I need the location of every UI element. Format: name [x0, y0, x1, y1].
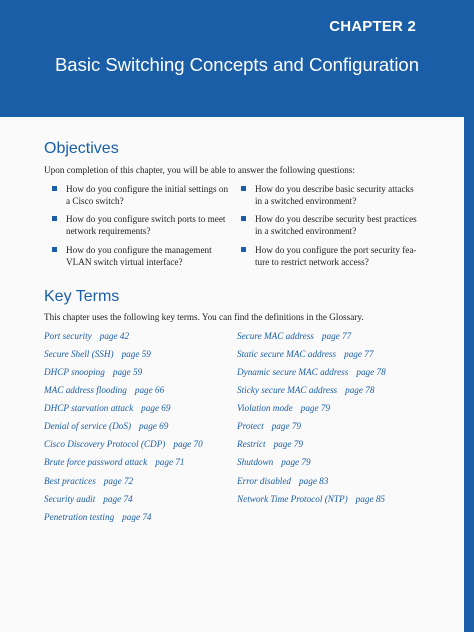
key-term-name: Security audit: [44, 494, 96, 504]
key-term-name: Penetration testing: [44, 512, 115, 522]
key-term-page: page 78: [345, 385, 375, 395]
chapter-title: Basic Switching Concepts and Configuration: [54, 54, 420, 75]
key-term: [44, 385, 164, 395]
key-term-page: page 77: [344, 349, 374, 359]
key-term-name: Port security: [44, 331, 92, 341]
key-term-name: MAC address flooding: [44, 385, 127, 395]
key-term: [44, 349, 151, 359]
key-term-page: page 69: [139, 421, 169, 431]
key-term-name: DHCP snooping: [44, 367, 105, 377]
key-term: [237, 349, 373, 359]
key-term-name: Denial of service (DoS): [44, 421, 131, 431]
key-term: [44, 439, 203, 449]
key-term: [44, 457, 185, 467]
chapter-label: CHAPTER 2: [329, 18, 416, 35]
objectives-heading: Objectives: [44, 140, 119, 157]
bullet-square-icon: [241, 186, 246, 191]
objective-item: [241, 244, 435, 268]
key-term-name: DHCP starvation attack: [44, 403, 134, 413]
bullet-square-icon: [241, 247, 246, 252]
key-term-name: Cisco Discovery Protocol (CDP): [44, 439, 166, 449]
key-term: [44, 494, 133, 504]
key-term-page: page 70: [173, 439, 203, 449]
key-term-page: page 66: [134, 385, 165, 395]
key-term: [237, 476, 328, 486]
key-term-name: Restrict: [237, 439, 266, 449]
key-term: [237, 439, 303, 449]
key-term-page: page 72: [103, 476, 134, 486]
key-term: [237, 494, 385, 504]
key-term-page: page 77: [321, 331, 352, 341]
key-term: [44, 512, 152, 522]
key-term: [44, 331, 129, 341]
objectives-intro: Upon completion of this chapter, you will be able to answer the following questions:: [44, 165, 355, 175]
key-term: [44, 403, 171, 413]
page-edge-rule: [464, 117, 474, 632]
key-term-name: Sticky secure MAC address: [237, 385, 338, 395]
key-term-page: page 79: [273, 439, 303, 449]
key-term-page: page 71: [155, 457, 185, 467]
key-term-page: page 79: [271, 421, 302, 431]
key-term-page: page 74: [103, 494, 133, 504]
key-terms-heading: Key Terms: [44, 288, 120, 305]
objective-item: [52, 183, 246, 207]
objective-line: in a switched environment?: [255, 196, 357, 206]
key-term-page: page 78: [356, 367, 386, 377]
key-terms-intro: This chapter uses the following key terms. You can find the definitions in the Glossary.: [44, 312, 364, 322]
key-term: [237, 367, 386, 377]
key-term-name: Shutdown: [237, 457, 274, 467]
bullet-square-icon: [52, 247, 57, 252]
key-term-name: Protect: [237, 421, 264, 431]
key-term-name: Static secure MAC address: [237, 349, 337, 359]
objective-line: in a switched environment?: [255, 226, 357, 236]
key-term-page: page 59: [121, 349, 151, 359]
key-term-name: Secure Shell (SSH): [44, 349, 114, 359]
bullet-square-icon: [52, 186, 57, 191]
bullet-square-icon: [241, 216, 246, 221]
bullet-square-icon: [52, 216, 57, 221]
objective-line: How do you configure the initial settings on: [66, 184, 229, 194]
objective-line: ture to restrict network access?: [255, 257, 369, 267]
key-term: [237, 331, 351, 341]
objective-item: [52, 213, 246, 237]
key-term-page: page 79: [300, 403, 331, 413]
key-term-page: page 74: [122, 512, 152, 522]
key-term-name: Violation mode: [237, 403, 293, 413]
key-term: [237, 457, 311, 467]
key-term: [237, 403, 330, 413]
key-term-page: page 69: [141, 403, 171, 413]
objective-line: VLAN switch virtual interface?: [66, 257, 183, 267]
key-term-page: page 79: [281, 457, 311, 467]
key-term-name: Best practices: [44, 476, 96, 486]
objective-item: [241, 183, 435, 207]
objective-line: a Cisco switch?: [66, 196, 124, 206]
chapter-header: [0, 0, 474, 117]
objective-item: [241, 213, 435, 237]
objective-line: How do you configure the management: [66, 245, 212, 255]
key-term-name: Secure MAC address: [237, 331, 314, 341]
key-term: [44, 421, 168, 431]
objective-item: [52, 244, 246, 268]
key-term-page: page 85: [355, 494, 386, 504]
objective-line: How do you describe security best practices: [255, 214, 417, 224]
objective-line: How do you configure switch ports to meet: [66, 214, 226, 224]
objective-line: How do you describe basic security attacks: [255, 184, 414, 194]
key-term: [237, 421, 301, 431]
objective-line: network requirements?: [66, 226, 151, 236]
objective-line: How do you configure the port security fea-: [255, 245, 417, 255]
key-term: [44, 476, 133, 486]
key-term-name: Error disabled: [237, 476, 292, 486]
key-term-name: Dynamic secure MAC address: [237, 367, 349, 377]
key-term-page: page 42: [99, 331, 130, 341]
key-term: [44, 367, 142, 377]
key-term-name: Brute force password attack: [44, 457, 148, 467]
key-term-page: page 59: [112, 367, 143, 377]
key-term-page: page 83: [299, 476, 329, 486]
key-term-name: Network Time Protocol (NTP): [237, 494, 348, 504]
key-term: [237, 385, 374, 395]
